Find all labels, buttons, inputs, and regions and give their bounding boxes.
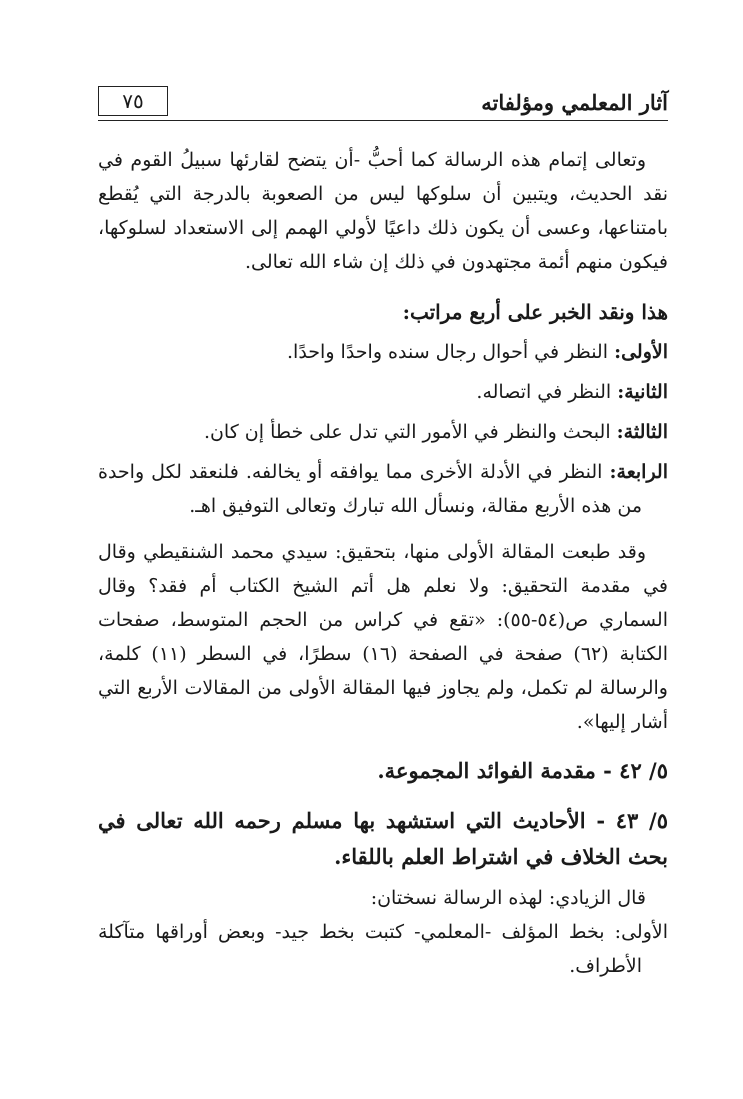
entry-item [98,803,668,875]
entry-title: - الأحاديث التي استشهد بها مسلم رحمه الله تعالى في بحث الخلاف في اشتراط العلم باللقاء. [98,808,668,869]
rank-item-third [98,415,668,449]
rank-label: الثالثة: [616,421,668,443]
manuscripts-intro: قال الزيادي: لهذه الرسالة نسختان: [370,887,646,909]
book-title: آثار المعلمي ومؤلفاته [481,90,668,115]
ranks-heading: هذا ونقد الخبر على أربع مراتب: [402,300,668,324]
page-body [98,121,668,983]
entry-item [98,753,668,789]
entry-number: ٥/ ٤٢ [619,758,668,783]
manuscript-text: بخط المؤلف -المعلمي- كتبت بخط جيد- وبعض أوراقها متآكلة الأطراف. [98,921,642,977]
rank-text: النظر في أحوال رجال سنده واحدًا واحدًا. [287,341,609,363]
manuscript-item [98,915,668,983]
running-header [98,86,668,121]
rank-item-fourth [98,455,668,523]
rank-label: الرابعة: [609,461,668,483]
ranks-list [98,335,668,523]
entry-title: - مقدمة الفوائد المجموعة. [377,758,612,783]
manuscript-label: الأولى: [614,921,668,943]
book-page [98,86,668,983]
rank-text: النظر في الأدلة الأخرى مما يوافقه أو يخالفه. فلنعقد لكل واحدة من هذه الأربع مقالة، ونسأل الله تبارك وتعالى التوفيق اهـ. [98,461,642,517]
rank-label: الثانية: [617,381,668,403]
printing-paragraph: وقد طبعت المقالة الأولى منها، بتحقيق: سيدي محمد الشنقيطي وقال في مقدمة التحقيق: ولا نعلم هل أتم الشيخ الكتاب أم فقد؟ وقال السماري ص(٥٤-٥٥): «تقع في كراس من الحجم المتوسط، صفحات الكتابة (٦٢) صفحة في الصفحة (١٦) سطرًا، في السطر (١١) كلمة، والرسالة لم تكمل، ولم يجاوز فيها المقالة الأولى من المقالات الأربع التي أشار إليها». [98,541,669,733]
rank-text: النظر في اتصاله. [476,381,612,403]
intro-paragraph: وتعالى إتمام هذه الرسالة كما أحبُّ -أن يتضح لقارئها سبيلُ القوم في نقد الحديث، ويتبين أن سلوكها ليس من الصعوبة بالدرجة التي يُقطع بامتناعها، وعسى أن يكون ذلك داعيًا لأولي الهمم إلى الاستعداد لسلوكها، فيكون منهم أئمة مجتهدون في ذلك إن شاء الله تعالى. [98,149,668,273]
rank-item-first [98,335,668,369]
rank-text: البحث والنظر في الأمور التي تدل على خطأ إن كان. [203,421,611,443]
entry-number: ٥/ ٤٣ [615,808,669,833]
page-number-box: ٧٥ [98,86,168,116]
rank-item-second [98,375,668,409]
rank-label: الأولى: [614,341,668,363]
